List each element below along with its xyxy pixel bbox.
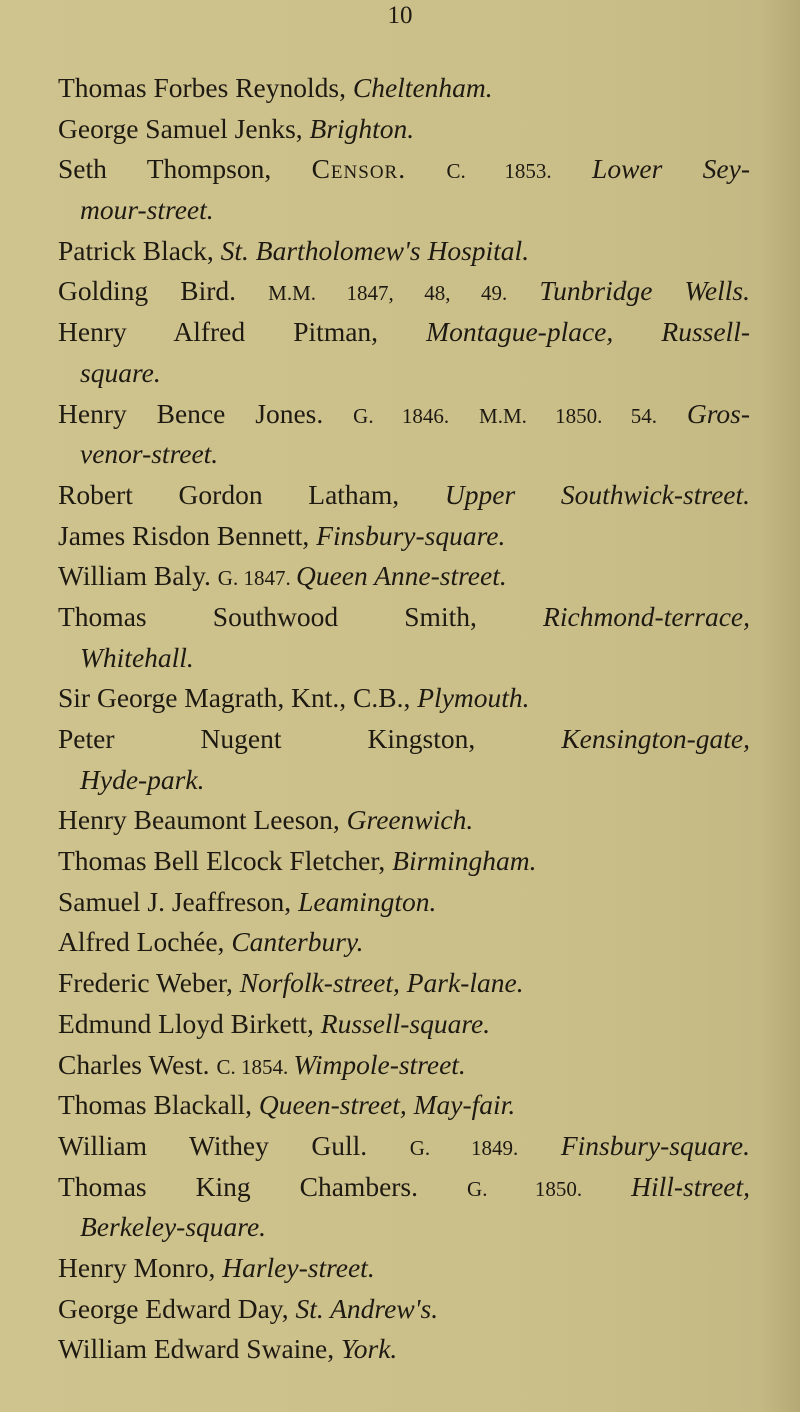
address-text: Richmond-terrace, (543, 600, 750, 632)
name-text: Robert Gordon Latham, (58, 478, 445, 510)
entry-continuation-line (58, 760, 750, 801)
entry-line (58, 1248, 750, 1289)
entry-continuation-line (58, 434, 750, 475)
address-text: Berkeley-square. (80, 1211, 267, 1243)
address-text: venor-street. (80, 438, 219, 470)
address-text: Lower Sey- (592, 153, 750, 185)
name-text: Thomas Forbes Reynolds, (58, 72, 353, 103)
entry-line (58, 1085, 750, 1126)
entry-line (58, 271, 750, 312)
address-text: Finsbury-square. (316, 519, 506, 551)
entry-continuation-line (58, 190, 750, 231)
address-text: St. Andrew's. (295, 1292, 439, 1324)
entry-line (58, 1289, 750, 1330)
entry-line (58, 68, 750, 109)
entry-line (58, 597, 750, 638)
address-text: Queen Anne-street. (295, 560, 507, 592)
address-text: Upper Southwick-street. (444, 478, 750, 510)
office-text: C. 1853. (446, 159, 552, 184)
entry-line (58, 312, 750, 353)
address-text: Hyde-park. (80, 763, 205, 795)
name-text: Samuel J. Jeaffreson, (58, 885, 299, 917)
office-text: Censor. (311, 153, 407, 185)
address-text: St. Bartholomew's Hospital. (220, 234, 530, 266)
entry-line (58, 1167, 750, 1208)
page-number: 10 (387, 2, 413, 29)
entry-line (58, 922, 750, 963)
office-text: G. 1846. (353, 403, 450, 428)
address-text: Hill-street, (631, 1170, 750, 1202)
name-text: Edmund Lloyd Birkett, (58, 1007, 321, 1039)
name-text: Thomas Blackall, (58, 1089, 259, 1121)
entry-line (58, 1126, 750, 1167)
name-text: Frederic Weber, (58, 967, 240, 999)
entry-line (58, 882, 750, 923)
entry-line (58, 800, 750, 841)
address-text: Cheltenham. (352, 72, 493, 103)
address-text: Canterbury. (231, 926, 364, 958)
address-text: Brighton. (309, 112, 415, 144)
address-text: Finsbury-square. (560, 1129, 750, 1161)
address-text: Queen-street, May-fair. (258, 1089, 516, 1121)
entry-line (58, 516, 750, 557)
entry-line (58, 475, 750, 516)
name-text: Henry Beaumont Leeson, (58, 804, 347, 836)
name-text: Patrick Black, (58, 234, 221, 266)
address-text: Wimpole-street. (293, 1048, 466, 1080)
name-text: Thomas King Chambers. (58, 1170, 419, 1202)
entry-line (58, 963, 750, 1004)
entry-continuation-line (58, 353, 750, 394)
office-text: C. 1854. (216, 1054, 294, 1079)
address-text: square. (80, 356, 161, 388)
name-text: Peter Nugent Kingston, (58, 723, 562, 754)
address-text: Greenwich. (346, 804, 474, 836)
address-text: Russell-square. (320, 1007, 491, 1039)
name-text: Golding Bird. (58, 275, 237, 307)
name-text: Seth Thompson, (58, 153, 312, 185)
name-text: Sir George Magrath, Knt., C.B., (58, 682, 418, 714)
name-text: George Samuel Jenks, (58, 112, 310, 144)
entry-line (58, 109, 750, 150)
entry-continuation-line (58, 1207, 750, 1248)
address-text: Birmingham. (392, 845, 537, 877)
name-text: James Risdon Bennett, (58, 519, 317, 551)
name-text: Henry Alfred Pitman, (58, 316, 427, 348)
office-text: M.M. 1850. 54. (479, 403, 657, 428)
office-text: M.M. 1847, 48, 49. (268, 281, 508, 306)
name-text: Charles West. (58, 1048, 217, 1080)
office-text: G. 1849. (409, 1135, 519, 1160)
name-text: Alfred Lochée, (58, 926, 232, 958)
address-text: Montague-place, Russell- (426, 316, 750, 348)
address-text: Gros- (686, 397, 750, 429)
name-text: George Edward Day, (58, 1292, 296, 1324)
office-text: G. 1847. (217, 566, 296, 591)
entry-line (58, 1329, 750, 1370)
address-text: Norfolk-street, Park-lane. (239, 967, 524, 999)
entry-line (58, 149, 750, 190)
entry-continuation-line (58, 638, 750, 679)
name-text: Thomas Southwood Smith, (58, 600, 544, 632)
entry-line (58, 719, 750, 760)
address-text: Leamington. (298, 885, 437, 917)
entry-line (58, 556, 750, 597)
address-text: Kensington-gate, (561, 723, 750, 754)
entry-line (58, 678, 750, 719)
name-text: Henry Monro, (58, 1251, 223, 1283)
entry-line (58, 841, 750, 882)
entry-line (58, 394, 750, 435)
office-text: G. 1850. (467, 1176, 583, 1201)
entry-line (58, 1045, 750, 1086)
address-text: Tunbridge Wells. (539, 275, 750, 307)
address-text: Harley-street. (222, 1251, 375, 1283)
address-text: Whitehall. (80, 641, 194, 673)
name-text: Thomas Bell Elcock Fletcher, (58, 845, 393, 877)
address-text: York. (341, 1333, 398, 1365)
name-text: William Edward Swaine, (58, 1333, 341, 1365)
member-list (58, 68, 750, 1370)
name-text: Henry Bence Jones. (58, 397, 324, 429)
entry-line (58, 231, 750, 272)
entry-line (58, 1004, 750, 1045)
name-text: William Baly. (58, 560, 218, 592)
name-text: William Withey Gull. (58, 1129, 368, 1161)
address-text: Plymouth. (417, 682, 530, 714)
address-text: mour-street. (80, 194, 214, 226)
